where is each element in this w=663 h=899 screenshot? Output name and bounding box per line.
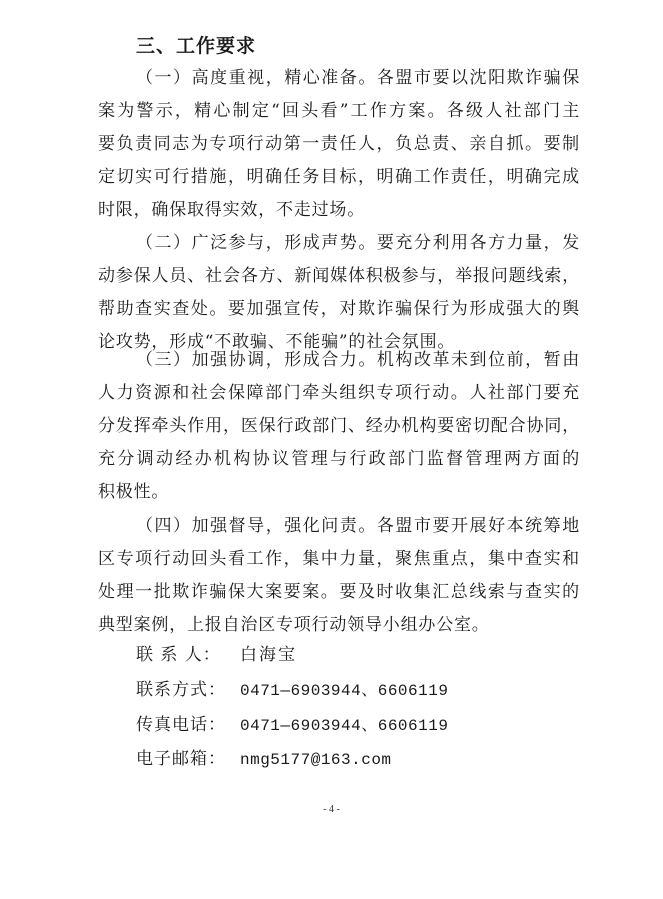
paragraph-line: （一）高度重视，精心准备。各盟市要以沈阳欺诈骗保 bbox=[136, 68, 580, 88]
fax-value: 0471—6903944、6606119 bbox=[240, 717, 449, 735]
paragraph-line: （三）加强协调，形成合力。机构改革未到位前，暂由 bbox=[136, 350, 580, 370]
paragraph-line: 要负责同志为专项行动第一责任人，负总责、亲自抓。要制 bbox=[98, 134, 580, 154]
paragraph-line: 时限，确保取得实效，不走过场。 bbox=[98, 200, 365, 220]
paragraph-line: 区专项行动回头看工作，集中力量，聚焦重点，集中查实和 bbox=[98, 549, 580, 569]
paragraph-line: 案为警示，精心制定“回头看”工作方案。各级人社部门主 bbox=[98, 101, 580, 121]
email-row bbox=[136, 744, 392, 769]
email-value: nmg5177@163.com bbox=[240, 751, 392, 769]
paragraph-line: 充分调动经办机构协议管理与行政部门监督管理两方面的 bbox=[98, 449, 580, 469]
page-number: - 4 - bbox=[323, 804, 340, 815]
paragraph-1 bbox=[98, 62, 580, 227]
paragraph-line: 典型案例，上报自治区专项行动领导小组办公室。 bbox=[98, 615, 490, 635]
paragraph-4 bbox=[98, 510, 580, 642]
fax-label: 传真电话： bbox=[136, 715, 226, 735]
paragraph-line: （四）加强督导，强化问责。各盟市要开展好本统筹地 bbox=[136, 516, 580, 536]
paragraph-line: 积极性。 bbox=[98, 482, 170, 502]
contact-person-row bbox=[136, 640, 297, 665]
contact-person-label: 联 系 人： bbox=[136, 645, 221, 665]
paragraph-2 bbox=[98, 227, 580, 359]
contact-person-value: 白海宝 bbox=[240, 645, 297, 665]
paragraph-line: 分发挥牵头作用，医保行政部门、经办机构要密切配合协同， bbox=[98, 416, 580, 436]
paragraph-line: 论攻势，形成“不敢骗、不能骗”的社会氛围。 bbox=[98, 332, 456, 352]
paragraph-line: 处理一批欺诈骗保大案要案。要及时收集汇总线索与查实的 bbox=[98, 582, 580, 602]
contact-phone-label: 联系方式： bbox=[136, 680, 226, 700]
paragraph-line: 人力资源和社会保障部门牵头组织专项行动。人社部门要充 bbox=[98, 383, 580, 403]
contact-phone-value: 0471—6903944、6606119 bbox=[240, 682, 449, 700]
contact-phone-row bbox=[136, 675, 448, 700]
paragraph-line: （二）广泛参与，形成声势。要充分利用各方力量，发 bbox=[136, 233, 580, 253]
paragraph-3 bbox=[98, 344, 580, 509]
paragraph-line: 动参保人员、社会各方、新闻媒体积极参与，举报问题线索， bbox=[98, 266, 580, 286]
section-heading: 三、工作要求 bbox=[136, 35, 257, 57]
paragraph-line: 定切实可行措施，明确任务目标，明确工作责任，明确完成 bbox=[98, 167, 580, 187]
paragraph-line: 帮助查实查处。要加强宣传，对欺诈骗保行为形成强大的舆 bbox=[98, 299, 580, 319]
fax-row bbox=[136, 710, 448, 735]
email-label: 电子邮箱： bbox=[136, 749, 226, 769]
